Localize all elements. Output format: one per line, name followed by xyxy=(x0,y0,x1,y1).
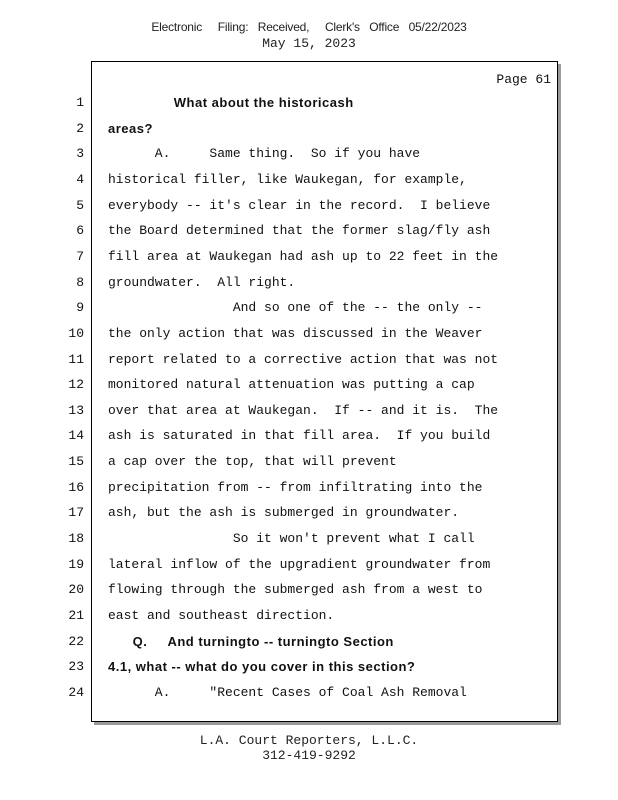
line-number: 4 xyxy=(76,171,84,187)
line-number: 17 xyxy=(68,505,84,521)
line-number: 22 xyxy=(68,633,84,649)
line-text: the Board determined that the former slag/fly ash xyxy=(108,223,491,239)
line-text: 4.1, what -- what do you cover in this section? xyxy=(108,659,416,675)
line-number: 24 xyxy=(68,684,84,700)
line-text: And so one of the -- the only -- xyxy=(108,300,483,316)
line-number: 19 xyxy=(68,556,84,572)
line-text: ash, but the ash is submerged in groundwater. xyxy=(108,505,460,521)
line-text: So it won't prevent what I call xyxy=(108,531,475,547)
line-text: east and southeast direction. xyxy=(108,608,335,623)
line-number: 10 xyxy=(68,325,84,341)
line-number: 1 xyxy=(76,95,84,110)
line-number: 13 xyxy=(68,402,84,418)
line-number: 20 xyxy=(68,582,84,598)
line-text: everybody -- it's clear in the record. I believe xyxy=(108,197,491,213)
line-number: 23 xyxy=(68,659,84,675)
line-number: 9 xyxy=(76,300,84,316)
transcript-date: May 15, 2023 xyxy=(262,36,356,51)
filing-stamp: Electronic Filing: Received, Clerk's Office 05/22/2023 xyxy=(151,20,467,34)
line-text: Q. And turningto -- turningto Section xyxy=(108,633,394,649)
line-text: areas? xyxy=(108,120,153,136)
line-text: A. "Recent Cases of Coal Ash Removal xyxy=(108,684,467,700)
page-number: Page 61 xyxy=(496,72,551,87)
line-number: 11 xyxy=(68,351,84,367)
line-number: 15 xyxy=(68,454,84,470)
footer xyxy=(0,733,618,763)
line-text: precipitation from -- from infiltrating into the xyxy=(108,479,483,495)
line-text: What about the historicash xyxy=(108,95,354,110)
line-number: 3 xyxy=(76,146,84,162)
line-number: 14 xyxy=(68,428,84,444)
line-text: monitored natural attenuation was putting a cap xyxy=(108,377,475,393)
footer-phone: 312-419-9292 xyxy=(262,748,356,763)
line-number: 12 xyxy=(68,377,84,393)
line-number: 16 xyxy=(68,479,84,495)
line-number: 18 xyxy=(68,531,84,547)
line-text: a cap over the top, that will prevent xyxy=(108,454,397,470)
footer-company: L.A. Court Reporters, L.L.C. xyxy=(199,733,419,748)
line-number: 7 xyxy=(76,248,84,264)
line-number: 5 xyxy=(76,197,84,213)
line-number: 2 xyxy=(76,120,84,136)
line-text: groundwater. All right. xyxy=(108,274,296,290)
line-text: over that area at Waukegan. If -- and it is. The xyxy=(108,402,499,418)
line-text: the only action that was discussed in the Weaver xyxy=(108,325,483,341)
line-text: report related to a corrective action that was not xyxy=(108,351,499,367)
line-number: 6 xyxy=(76,223,84,239)
line-text: flowing through the submerged ash from a west to xyxy=(108,582,483,598)
line-text: lateral inflow of the upgradient groundwater from xyxy=(108,556,491,572)
line-text: ash is saturated in that fill area. If you build xyxy=(108,428,491,444)
line-text: historical filler, like Waukegan, for example, xyxy=(108,171,467,187)
line-number: 8 xyxy=(76,274,84,290)
line-text: fill area at Waukegan had ash up to 22 feet in the xyxy=(108,248,499,264)
line-number: 21 xyxy=(68,608,84,623)
line-text: A. Same thing. So if you have xyxy=(108,146,421,162)
